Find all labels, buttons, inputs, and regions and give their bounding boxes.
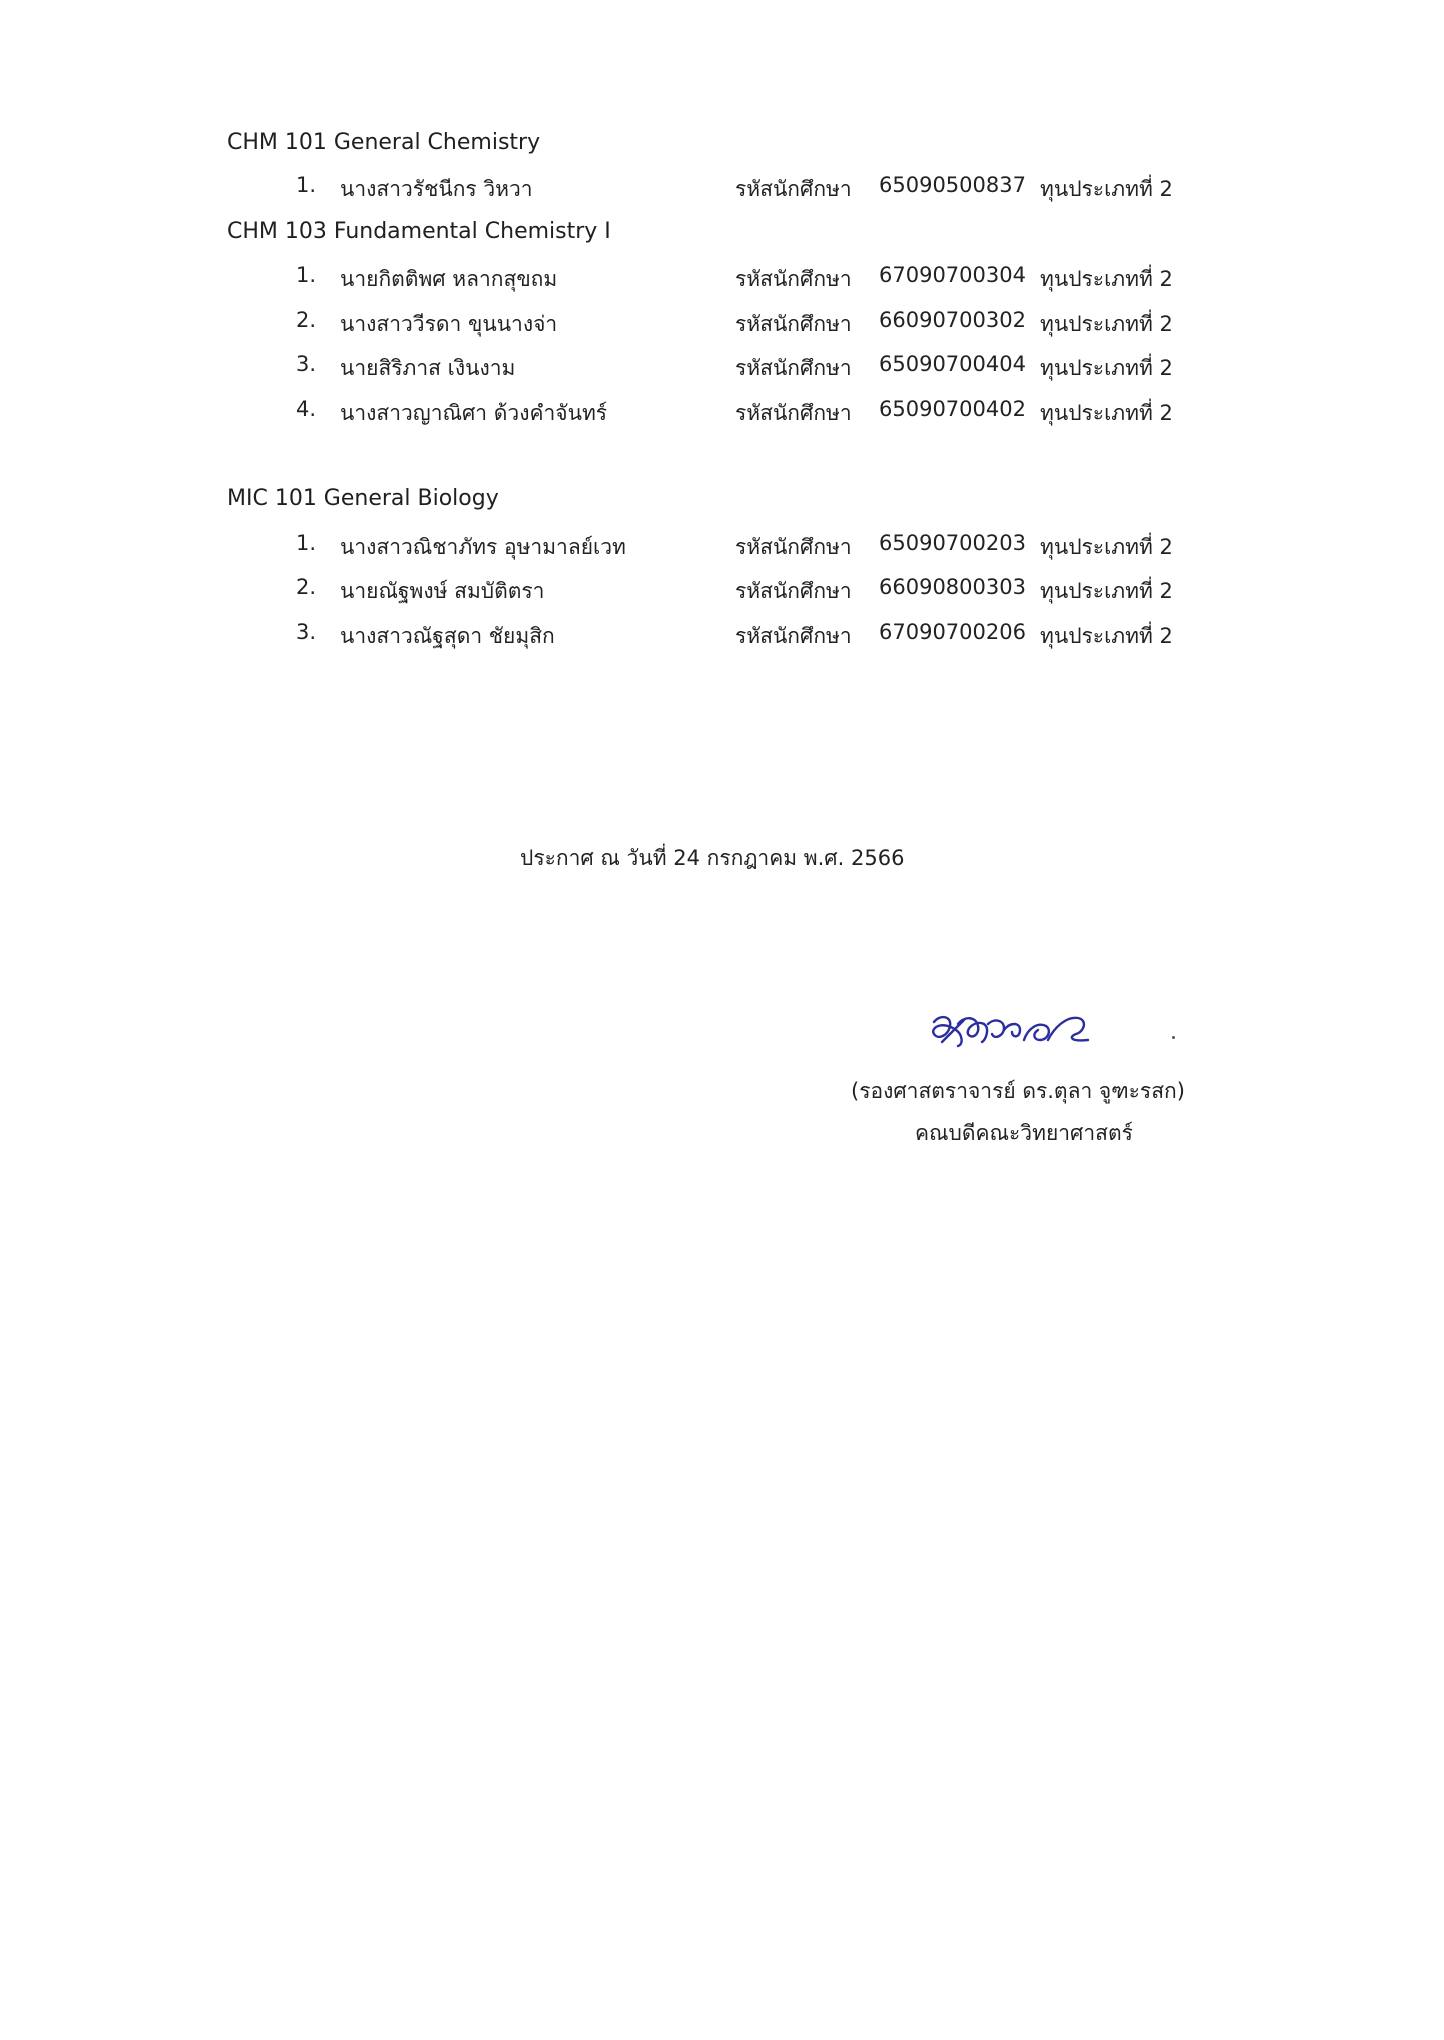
table-row xyxy=(0,397,1444,431)
student-name: นางสาวญาณิศา ด้วงคำจันทร์ xyxy=(340,401,608,425)
signer-name: (รองศาสตราจารย์ ดร.ตุลา จูฑะรสก) xyxy=(851,1079,1185,1103)
scholarship-type: ทุนประเภทที่ 2 xyxy=(1040,177,1173,201)
student-id: 66090800303 xyxy=(879,575,1026,599)
student-id-label: รหัสนักศึกษา xyxy=(735,535,852,559)
section-title-mic101: MIC 101 General Biology xyxy=(227,486,499,511)
student-id-label: รหัสนักศึกษา xyxy=(735,267,852,291)
student-id-label: รหัสนักศึกษา xyxy=(735,177,852,201)
scholarship-type: ทุนประเภทที่ 2 xyxy=(1040,624,1173,648)
student-name: นางสาวรัชนีกร วิหวา xyxy=(340,177,533,201)
table-row xyxy=(0,620,1444,654)
student-name: นายสิริภาส เงินงาม xyxy=(340,356,516,380)
signature-dot xyxy=(1172,1036,1175,1039)
student-id-label: รหัสนักศึกษา xyxy=(735,624,852,648)
student-id: 67090700304 xyxy=(879,263,1026,287)
row-number: 2. xyxy=(296,575,317,599)
scholarship-type: ทุนประเภทที่ 2 xyxy=(1040,267,1173,291)
row-number: 3. xyxy=(296,620,317,644)
student-name: นางสาวณิชาภัทร อุษามาลย์เวท xyxy=(340,535,626,559)
student-id: 66090700302 xyxy=(879,308,1026,332)
student-id-label: รหัสนักศึกษา xyxy=(735,401,852,425)
scholarship-type: ทุนประเภทที่ 2 xyxy=(1040,356,1173,380)
scholarship-type: ทุนประเภทที่ 2 xyxy=(1040,535,1173,559)
section-title-chm101: CHM 101 General Chemistry xyxy=(227,130,541,155)
table-row xyxy=(0,352,1444,386)
student-name: นายกิตติพศ หลากสุขถม xyxy=(340,267,558,291)
student-id: 65090500837 xyxy=(879,173,1026,197)
student-id-label: รหัสนักศึกษา xyxy=(735,579,852,603)
section-title-chm103: CHM 103 Fundamental Chemistry I xyxy=(227,219,611,244)
table-row xyxy=(0,263,1444,297)
student-name: นางสาววีรดา ขุนนางจ่า xyxy=(340,312,558,336)
student-id-label: รหัสนักศึกษา xyxy=(735,312,852,336)
student-name: นางสาวณัฐสุดา ชัยมุสิก xyxy=(340,624,555,648)
row-number: 1. xyxy=(296,531,317,555)
signer-title: คณบดีคณะวิทยาศาสตร์ xyxy=(915,1121,1133,1145)
student-id: 67090700206 xyxy=(879,620,1026,644)
student-id: 65090700404 xyxy=(879,352,1026,376)
row-number: 1. xyxy=(296,263,317,287)
student-name: นายณัฐพงษ์ สมบัติตรา xyxy=(340,579,545,603)
table-row xyxy=(0,173,1444,207)
table-row xyxy=(0,575,1444,609)
row-number: 3. xyxy=(296,352,317,376)
table-row xyxy=(0,308,1444,342)
scholarship-type: ทุนประเภทที่ 2 xyxy=(1040,312,1173,336)
student-id: 65090700203 xyxy=(879,531,1026,555)
row-number: 1. xyxy=(296,173,317,197)
student-id: 65090700402 xyxy=(879,397,1026,421)
scholarship-type: ทุนประเภทที่ 2 xyxy=(1040,401,1173,425)
announcement-date: ประกาศ ณ วันที่ 24 กรกฎาคม พ.ศ. 2566 xyxy=(520,846,905,870)
student-id-label: รหัสนักศึกษา xyxy=(735,356,852,380)
scholarship-type: ทุนประเภทที่ 2 xyxy=(1040,579,1173,603)
row-number: 2. xyxy=(296,308,317,332)
table-row xyxy=(0,531,1444,565)
signature-image xyxy=(928,1000,1128,1060)
row-number: 4. xyxy=(296,397,317,421)
